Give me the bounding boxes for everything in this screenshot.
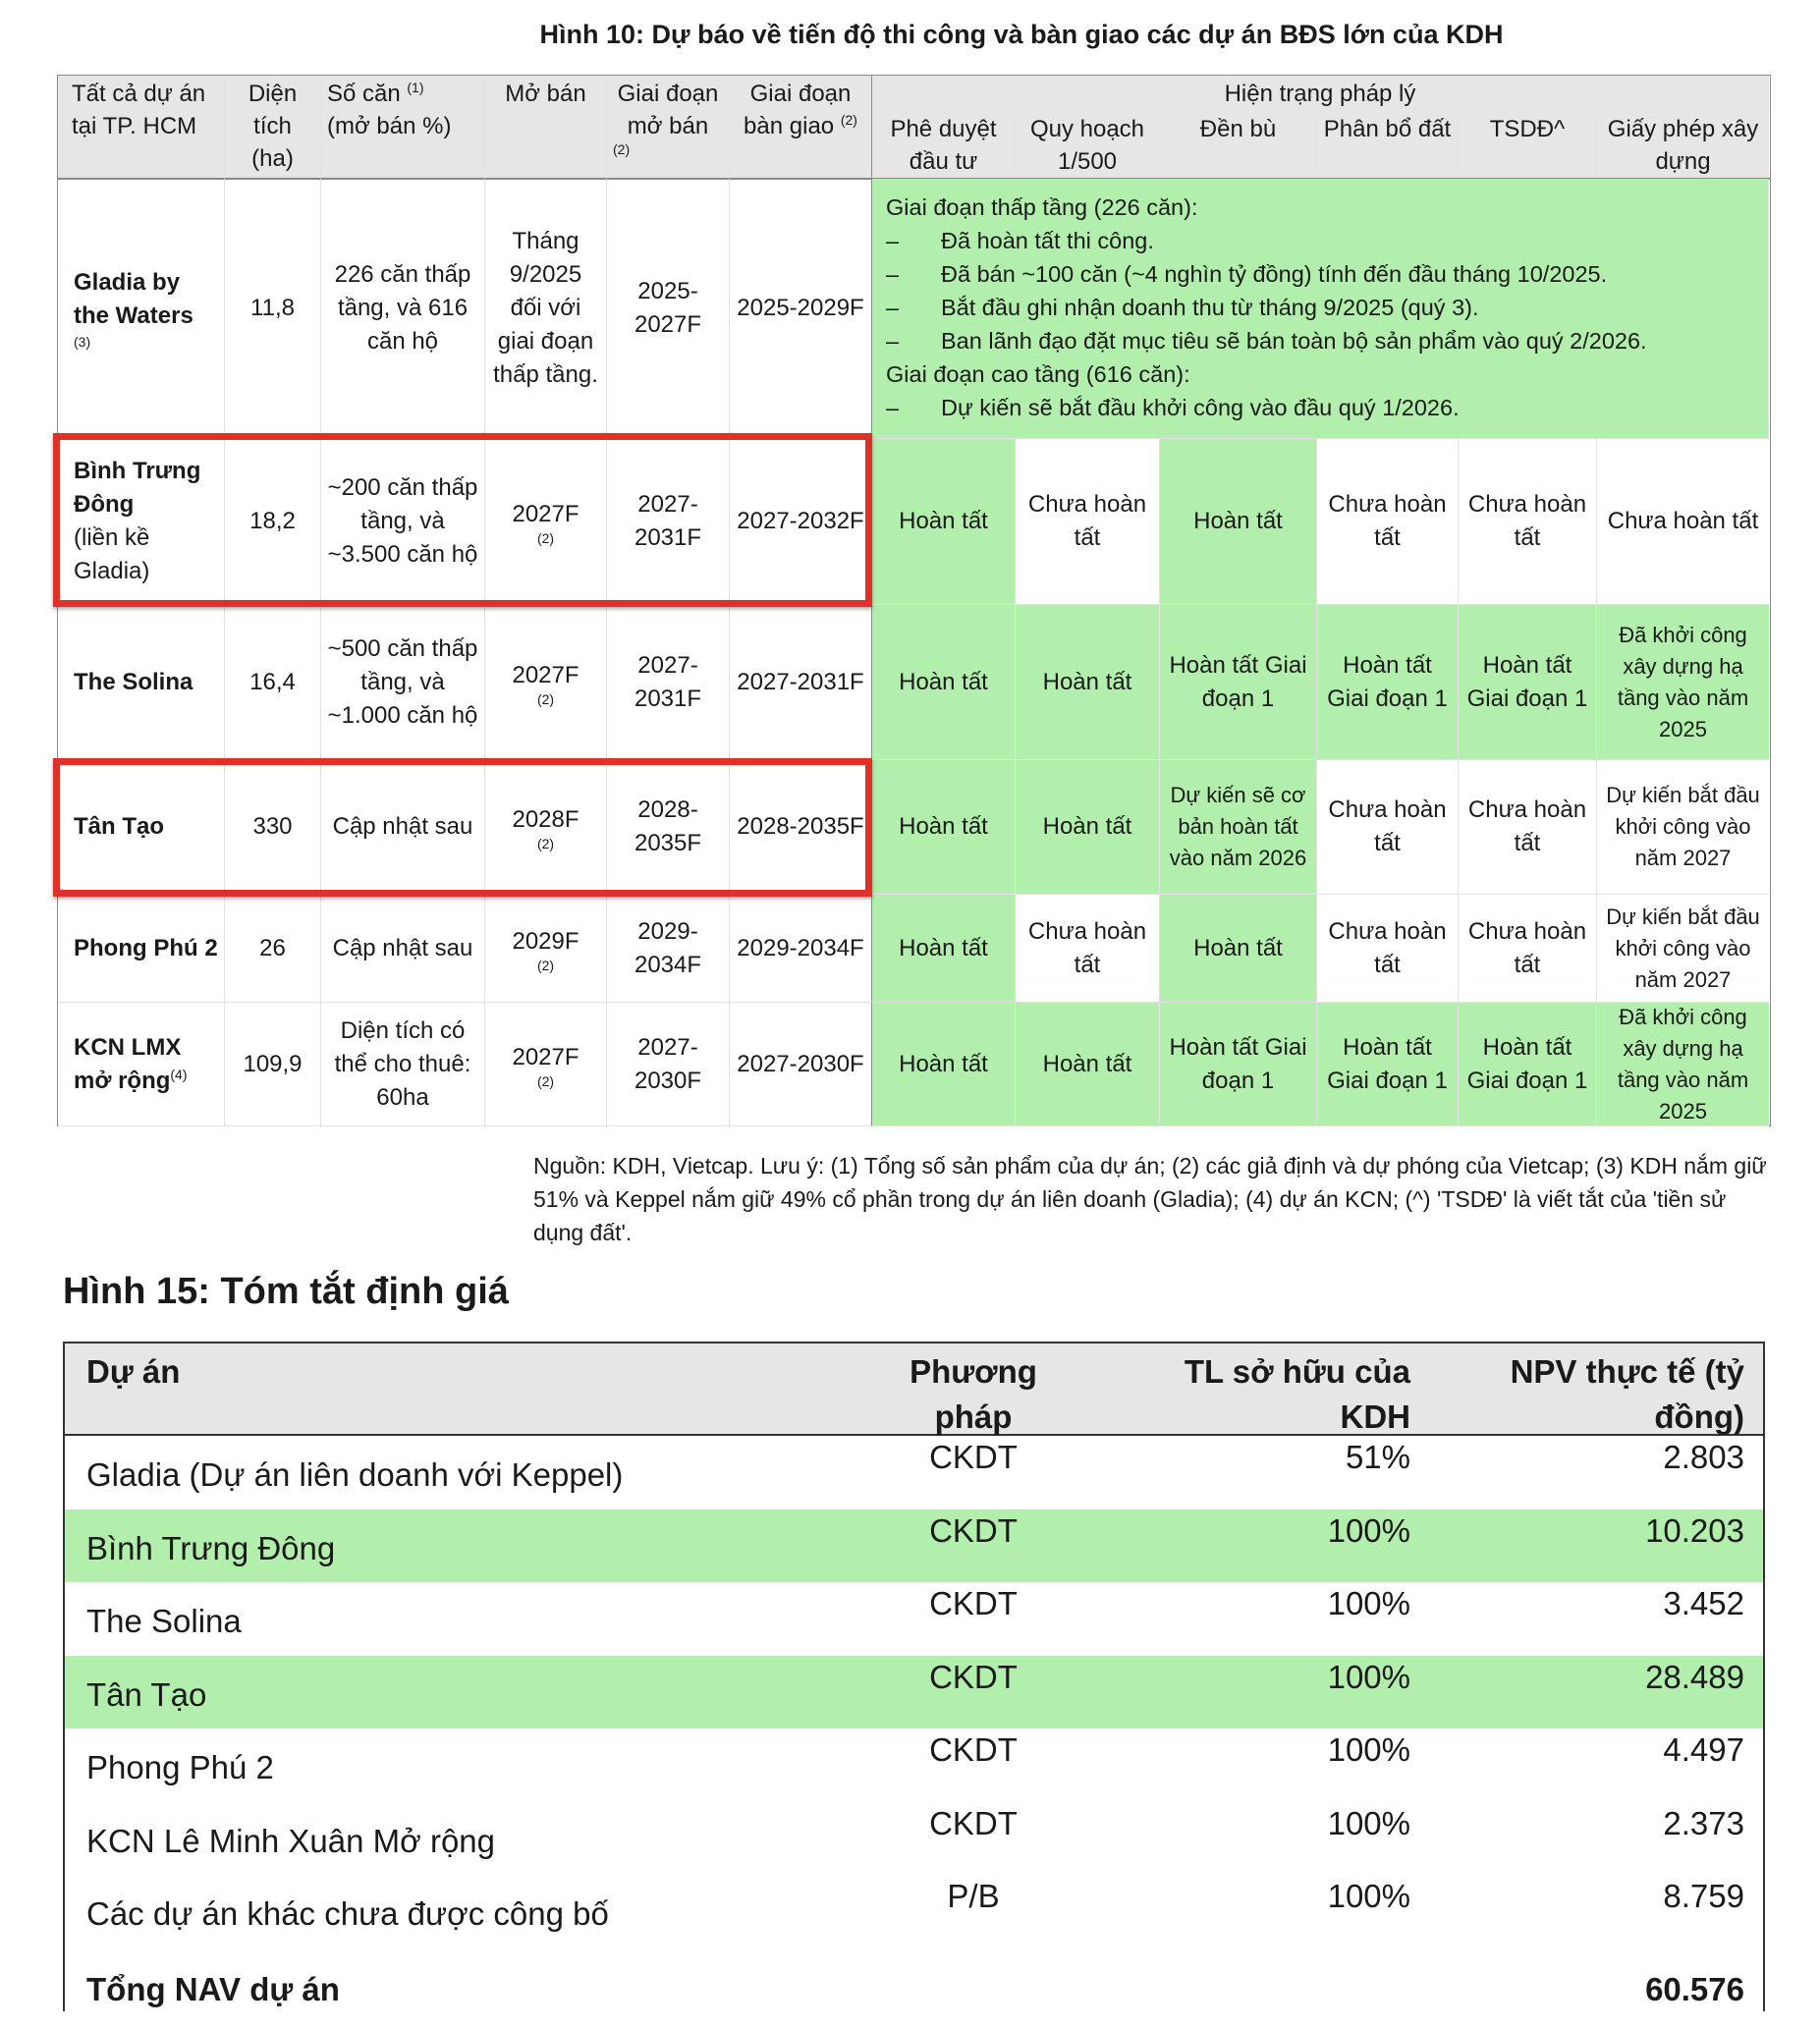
- legal-status-cell: Hoàn tất: [872, 439, 1016, 605]
- header-legal-1: Quy hoạch 1/500: [1016, 113, 1160, 178]
- row-project: The Solina: [86, 1603, 242, 1639]
- row-ownership: 100%: [1327, 1585, 1410, 1621]
- row-project: KCN Lê Minh Xuân Mở rộng: [86, 1822, 495, 1859]
- row-npv: 3.452: [1663, 1585, 1744, 1621]
- handover-period-cell: 2027-2030F: [730, 1003, 872, 1126]
- row-npv: 2.373: [1663, 1804, 1744, 1841]
- legal-status-cell: Đã khởi công xây dựng hạ tầng vào năm 2025: [1597, 605, 1769, 760]
- legal-status-cell: Dự kiến bắt đầu khởi công vào năm 2027: [1597, 760, 1769, 895]
- launch-value: 2027F: [512, 661, 579, 688]
- project-name: [74, 266, 218, 351]
- legal-status-cell: Hoàn tất Giai đoạn 1: [1317, 1003, 1459, 1126]
- row-project: Bình Trưng Đông: [86, 1529, 336, 1566]
- figure-15-title: Hình 15: Tóm tắt định giá: [63, 1271, 509, 1312]
- launch-value: 2029F: [512, 927, 579, 955]
- project-name-cell: [58, 760, 225, 895]
- launch-value: Tháng 9/2025 đối với giai đoạn thấp tầng.: [493, 228, 598, 388]
- units-cell: Diện tích có thể cho thuê: 60ha: [321, 1003, 485, 1126]
- project-name: [74, 932, 218, 965]
- bullet-text: Đã bán ~100 căn (~4 nghìn tỷ đồng) tính đến đầu tháng 10/2025.: [941, 261, 1608, 287]
- row-project: Gladia (Dự án liên doanh với Keppel): [86, 1456, 624, 1493]
- valuation-row: [65, 1656, 1763, 1728]
- launch-cell: [485, 605, 607, 760]
- launch-note: (2): [536, 690, 555, 707]
- legal-status-cell: Hoàn tất: [1016, 605, 1160, 760]
- construction-schedule-table: [57, 75, 1771, 1126]
- legal-status-cell: Hoàn tất: [872, 1003, 1016, 1126]
- units-cell: 226 căn thấp tầng, và 616 căn hộ: [321, 179, 485, 439]
- project-name: [74, 666, 193, 699]
- legal-status-cell: Chưa hoàn tất: [1317, 895, 1459, 1003]
- project-name-text: The Solina: [74, 668, 193, 695]
- header-launch: [485, 76, 607, 178]
- project-sub: (liền kề Gladia): [74, 524, 150, 584]
- project-name: [74, 810, 164, 844]
- project-name-text: KCN LMX mở rộng: [74, 1033, 182, 1094]
- header-ownership: TL sở hữu của KDH: [1184, 1353, 1410, 1435]
- sales-period-cell: 2029-2034F: [607, 895, 730, 1003]
- total-label: Tổng NAV dự án: [86, 1970, 340, 2007]
- launch-cell: [485, 760, 607, 895]
- row-ownership: 100%: [1327, 1804, 1410, 1841]
- launch-note: (2): [536, 530, 555, 546]
- valuation-total-row: [65, 1956, 1763, 2029]
- legal-status-cell: Hoàn tất: [872, 605, 1016, 760]
- project-name-text: Bình Trưng Đông: [74, 458, 201, 518]
- legal-status-cell: Hoàn tất: [1160, 895, 1317, 1003]
- row-method: CKDT: [929, 1731, 1018, 1768]
- header-project-label: Tất cả dự án tại TP. HCM: [72, 81, 206, 139]
- legal-status-cell: Chưa hoàn tất: [1317, 439, 1459, 605]
- legal-status-cell: Chưa hoàn tất: [1459, 439, 1597, 605]
- row-npv: 4.497: [1663, 1731, 1744, 1768]
- row-method: CKDT: [929, 1511, 1018, 1549]
- handover-period-cell: 2025-2029F: [730, 179, 872, 439]
- header-handover-label: Giai đoạn bàn giao $^{(2)}$: [744, 81, 857, 139]
- row-method: CKDT: [929, 1585, 1018, 1621]
- row-npv: 28.489: [1645, 1658, 1744, 1695]
- figure-10-footnote: Nguồn: KDH, Vietcap. Lưu ý: (1) Tổng số sản phẩm của dự án; (2) các giả định và dự phóng của Vietcap; (3) KDH nắm giữ 51% và Keppel nắm giữ 49% cổ phần trong dự án liên doanh (Gladia); (4) dự án KCN; (^) 'TSDĐ' là viết tắt của 'tiền sử dụng đất'.: [533, 1153, 1767, 1245]
- valuation-row: [65, 1436, 1763, 1508]
- row-ownership: 100%: [1327, 1878, 1410, 1914]
- row-method: P/B: [947, 1878, 1000, 1914]
- launch-cell: [485, 439, 607, 605]
- row-method: CKDT: [929, 1658, 1018, 1695]
- legal-status-cell: Chưa hoàn tất: [1016, 439, 1160, 605]
- legal-status-cell: Chưa hoàn tất: [1459, 895, 1597, 1003]
- launch-cell: [485, 895, 607, 1003]
- header-units-label: Số căn $^{(1)}$: [327, 80, 424, 107]
- project-name-text: Phong Phú 2: [74, 934, 218, 961]
- project-name-cell: [58, 895, 225, 1003]
- area-cell: 330: [225, 760, 321, 895]
- row-npv: 8.759: [1663, 1878, 1744, 1914]
- project-name-text: Gladia by the Waters: [74, 269, 193, 329]
- row-ownership: 51%: [1345, 1439, 1410, 1475]
- units-cell: ~500 căn thấp tầng, và ~1.000 căn hộ: [321, 605, 485, 760]
- header-npv: NPV thực tế (tỷ đồng): [1510, 1353, 1744, 1435]
- project-name-cell: [58, 1003, 225, 1126]
- project-name-text: Tân Tạo: [74, 813, 165, 840]
- legal-status-cell: Đã khởi công xây dựng hạ tầng vào năm 2025: [1597, 1003, 1769, 1126]
- header-sales-period-note: (2): [613, 141, 631, 157]
- legal-status-cell: Hoàn tất Giai đoạn 1: [1459, 1003, 1597, 1126]
- handover-period-cell: 2029-2034F: [730, 895, 872, 1003]
- header-sales-period-label: Giai đoạn mở bán: [617, 81, 719, 139]
- launch-note: (2): [536, 957, 555, 973]
- row-method: CKDT: [929, 1804, 1018, 1841]
- bullet-text: Đã hoàn tất thi công.: [941, 228, 1154, 253]
- area-cell: 26: [225, 895, 321, 1003]
- figure-10-title: Hình 10: Dự báo về tiến độ thi công và bàn giao các dự án BĐS lớn của KDH: [539, 20, 1504, 49]
- valuation-row: [65, 1582, 1763, 1655]
- bullet-dash: –: [886, 261, 900, 287]
- header-legal-status-label: Hiện trạng pháp lý: [1224, 81, 1416, 107]
- header-project: [58, 76, 225, 178]
- sales-period-cell: 2028-2035F: [607, 760, 730, 895]
- header-units-sub: (mở bán %): [327, 113, 452, 139]
- bullet-dash: –: [886, 228, 900, 253]
- valuation-header-row: [65, 1344, 1763, 1436]
- header-legal-status: [872, 76, 1769, 113]
- units-cell: Cập nhật sau: [321, 895, 485, 1003]
- launch-value: 2027F: [512, 501, 579, 527]
- header-method: Phương pháp: [910, 1353, 1037, 1435]
- header-legal-4: TSDĐ^: [1459, 113, 1597, 178]
- project-note: (3): [74, 334, 91, 350]
- legal-status-cell: Hoàn tất: [1016, 1003, 1160, 1126]
- header-legal-0: Phê duyệt đầu tư: [872, 113, 1016, 178]
- bullet-text: Dự kiến sẽ bắt đầu khởi công vào đầu quý 1/2026.: [941, 395, 1460, 420]
- header-legal-3: Phân bổ đất: [1317, 113, 1459, 178]
- handover-period-cell: 2027-2032F: [730, 439, 872, 605]
- handover-period-cell: 2027-2031F: [730, 605, 872, 760]
- legal-bullet: [886, 224, 1754, 257]
- row-npv: 2.803: [1663, 1439, 1744, 1475]
- header-area: [225, 76, 321, 178]
- legal-status-cell: Hoàn tất: [1160, 439, 1317, 605]
- launch-note: (2): [536, 1072, 555, 1089]
- sales-period-cell: 2027-2031F: [607, 439, 730, 605]
- phase-title: Giai đoạn thấp tầng (226 căn):: [886, 194, 1198, 220]
- header-legal-2: Đền bù: [1160, 113, 1317, 178]
- area-cell: 11,8: [225, 179, 321, 439]
- bullet-text: Ban lãnh đạo đặt mục tiêu sẽ bán toàn bộ sản phẩm vào quý 2/2026.: [941, 328, 1647, 354]
- row-project: Tân Tạo: [86, 1675, 207, 1713]
- legal-status-cell: Chưa hoàn tất: [1597, 439, 1769, 605]
- valuation-row: [65, 1802, 1763, 1875]
- header-units: [321, 76, 485, 178]
- valuation-row: [65, 1875, 1763, 1947]
- project-name-cell: [58, 439, 225, 605]
- total-npv: 60.576: [1645, 1970, 1744, 2007]
- legal-status-cell: Hoàn tất: [872, 895, 1016, 1003]
- units-cell: Cập nhật sau: [321, 760, 485, 895]
- valuation-row: [65, 1728, 1763, 1801]
- launch-cell: [485, 1003, 607, 1126]
- header-sales-period: [607, 76, 730, 178]
- row-method: CKDT: [929, 1439, 1018, 1475]
- units-cell: ~200 căn thấp tầng, và ~3.500 căn hộ: [321, 439, 485, 605]
- row-project: Phong Phú 2: [86, 1749, 274, 1785]
- row-ownership: 100%: [1327, 1658, 1410, 1695]
- legal-summary-cell: [872, 179, 1769, 439]
- project-name-cell: [58, 605, 225, 760]
- legal-status-cell: Hoàn tất Giai đoạn 1: [1160, 1003, 1317, 1126]
- legal-bullet: [886, 291, 1754, 324]
- valuation-summary-table: [63, 1342, 1765, 2011]
- project-name: [74, 1031, 218, 1098]
- legal-bullet: [886, 257, 1754, 291]
- area-cell: 16,4: [225, 605, 321, 760]
- legal-status-cell: Hoàn tất Giai đoạn 1: [1160, 605, 1317, 760]
- header-launch-label: Mở bán: [505, 81, 586, 107]
- launch-cell: [485, 179, 607, 439]
- bullet-text: Bắt đầu ghi nhận doanh thu từ tháng 9/2025 (quý 3).: [941, 295, 1479, 320]
- header-handover-period: [730, 76, 872, 178]
- legal-status-cell: Hoàn tất: [872, 760, 1016, 895]
- legal-status-cell: Hoàn tất: [1016, 760, 1160, 895]
- project-name: [74, 455, 218, 588]
- sales-period-cell: 2027-2031F: [607, 605, 730, 760]
- legal-status-cell: Chưa hoàn tất: [1016, 895, 1160, 1003]
- area-cell: 18,2: [225, 439, 321, 605]
- header-project: Dự án: [86, 1353, 181, 1390]
- legal-status-cell: Dự kiến sẽ cơ bản hoàn tất vào năm 2026: [1160, 760, 1317, 895]
- legal-status-cell: Chưa hoàn tất: [1317, 760, 1459, 895]
- launch-note: (2): [536, 836, 555, 851]
- legal-bullet: [886, 391, 1754, 424]
- row-ownership: 100%: [1327, 1731, 1410, 1768]
- header-legal-5: Giấy phép xây dựng: [1597, 113, 1769, 178]
- sales-period-cell: 2025-2027F: [607, 179, 730, 439]
- launch-value: 2028F: [512, 806, 579, 833]
- header-area-label: Diện tích (ha): [248, 81, 298, 172]
- area-cell: 109,9: [225, 1003, 321, 1126]
- valuation-row: [65, 1509, 1763, 1582]
- legal-status-cell: Chưa hoàn tất: [1459, 760, 1597, 895]
- row-project: Các dự án khác chưa được công bố: [86, 1895, 609, 1932]
- launch-value: 2027F: [512, 1043, 579, 1070]
- row-npv: 10.203: [1645, 1511, 1744, 1549]
- row-ownership: 100%: [1327, 1511, 1410, 1549]
- handover-period-cell: 2028-2035F: [730, 760, 872, 895]
- bullet-dash: –: [886, 295, 900, 320]
- project-name-cell: [58, 179, 225, 439]
- legal-status-cell: Hoàn tất Giai đoạn 1: [1459, 605, 1597, 760]
- project-note: (4): [170, 1066, 188, 1082]
- phase-title: Giai đoạn cao tầng (616 căn):: [886, 361, 1190, 387]
- sales-period-cell: 2027-2030F: [607, 1003, 730, 1126]
- legal-status-cell: Dự kiến bắt đầu khởi công vào năm 2027: [1597, 895, 1769, 1003]
- bullet-dash: –: [886, 328, 900, 354]
- legal-bullet: [886, 324, 1754, 357]
- bullet-dash: –: [886, 395, 900, 420]
- legal-status-cell: Hoàn tất Giai đoạn 1: [1317, 605, 1459, 760]
